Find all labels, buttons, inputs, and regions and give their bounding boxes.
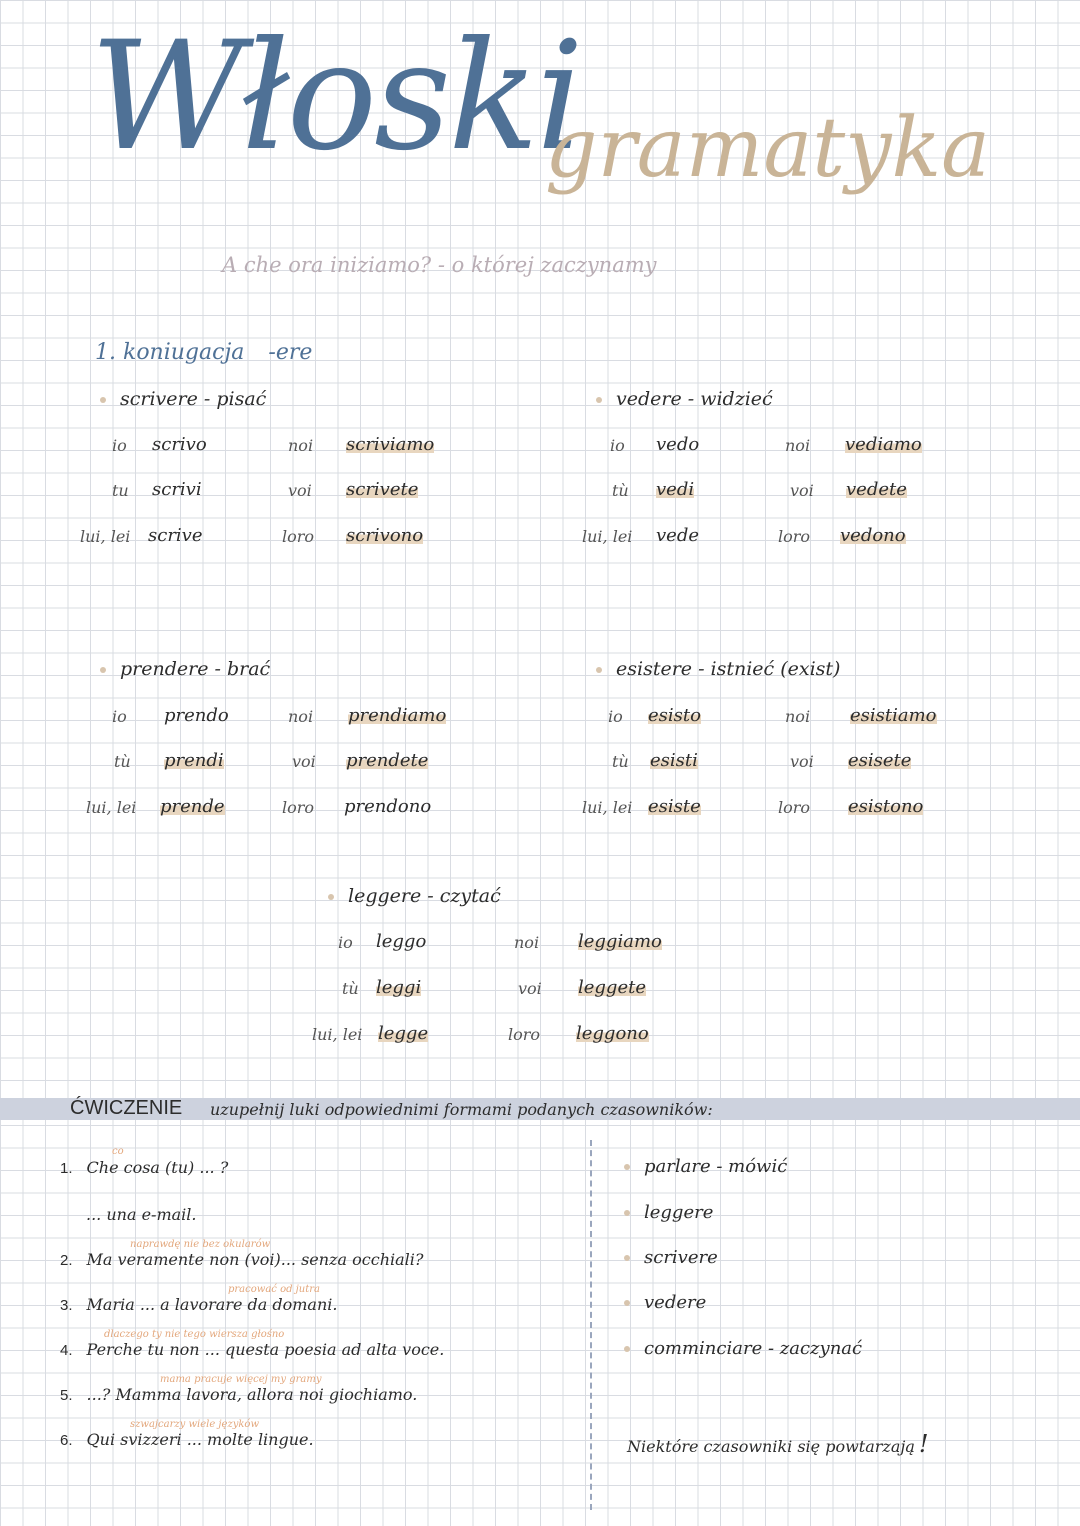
page-subtitle-heading: gramatyka [545, 101, 991, 196]
exercise-item: 4. Perche tu non ... questa poesia ad alta voce. [60, 1340, 445, 1359]
exercise-item: 3. Maria ... a lavorare da domani. [60, 1295, 338, 1314]
verb-form: esisete [848, 750, 912, 771]
pronoun: lui, lei [86, 798, 137, 817]
pronoun: io [338, 933, 353, 952]
bullet-icon [624, 1164, 630, 1170]
exercise-item: 1. Che cosa (tu) ... ? [60, 1158, 229, 1177]
verb-form: prendi [164, 750, 224, 771]
bullet-icon [624, 1346, 630, 1352]
verb-form: leggiamo [578, 931, 662, 952]
verb-form: scrivi [152, 479, 202, 500]
exercise-title: ĆWICZENIE [70, 1097, 183, 1119]
verb-form: esistono [848, 796, 924, 817]
pronoun: lui, lei [312, 1025, 363, 1044]
bullet-icon [624, 1255, 630, 1261]
pronoun: io [608, 707, 623, 726]
pronoun: tù [114, 752, 131, 771]
subtitle-phrase: A che ora iniziamo? - o której zaczynamy [222, 253, 657, 277]
verb-form: prendono [344, 796, 432, 817]
verb-form: prendiamo [348, 705, 447, 726]
verb-form: vedi [656, 479, 695, 500]
bullet-icon [100, 397, 106, 403]
translation-hint: mama pracuje więcej my gramy [160, 1374, 322, 1385]
verb-form: vede [656, 525, 699, 546]
section-title [95, 340, 312, 365]
pronoun: loro [778, 798, 811, 817]
verb-form: leggete [578, 977, 646, 998]
pronoun: loro [282, 798, 315, 817]
column-divider [590, 1140, 592, 1510]
verb-heading: prendere - brać [100, 658, 270, 680]
verb-form: prende [160, 796, 225, 817]
verb-form: leggo [376, 931, 427, 952]
bullet-icon [328, 894, 334, 900]
pronoun: voi [288, 481, 312, 500]
pronoun: voi [292, 752, 316, 771]
verb-heading: scrivere - pisać [100, 388, 266, 410]
verb-form: scrivo [152, 434, 207, 455]
pronoun: noi [514, 933, 540, 952]
pronoun: tù [612, 481, 629, 500]
pronoun: tù [612, 752, 629, 771]
exercise-item: ... una e-mail. [86, 1205, 197, 1224]
pronoun: voi [518, 979, 542, 998]
verb-form: leggi [376, 977, 422, 998]
verb-form: scriviamo [346, 434, 435, 455]
verb-list-item: leggere [624, 1202, 713, 1223]
verb-form: scrivono [346, 525, 424, 546]
verb-heading: leggere - czytać [328, 885, 501, 907]
pronoun: io [112, 436, 127, 455]
pronoun: voi [790, 481, 814, 500]
pronoun: lui, lei [582, 798, 633, 817]
page-title: Włoski [90, 10, 581, 184]
pronoun: loro [508, 1025, 541, 1044]
section-suffix: -ere [268, 340, 313, 365]
verb-list-item: parlare - mówić [624, 1156, 787, 1177]
translation-hint: naprawdę nie bez okularów [130, 1239, 271, 1250]
pronoun: lui, lei [80, 527, 131, 546]
exercise-item: 2. Ma veramente non (voi)... senza occhiali? [60, 1250, 424, 1269]
translation-hint: co [112, 1146, 124, 1157]
verb-form: esistiamo [850, 705, 937, 726]
verb-form: prendo [164, 705, 229, 726]
verb-form: vediamo [845, 434, 922, 455]
translation-hint: dlaczego ty nie tego wiersza głośno [104, 1329, 285, 1340]
verb-form: vedete [846, 479, 907, 500]
pronoun: tu [112, 481, 129, 500]
pronoun: loro [778, 527, 811, 546]
bullet-icon [596, 667, 602, 673]
verb-form: vedo [656, 434, 700, 455]
section-title-text: 1. koniugacja [95, 340, 245, 365]
translation-hint: szwajcarzy wiele języków [130, 1419, 260, 1430]
verb-form: esisto [648, 705, 701, 726]
pronoun: noi [288, 436, 314, 455]
verb-form: vedono [840, 525, 906, 546]
pronoun: loro [282, 527, 315, 546]
verb-form: scrivete [346, 479, 419, 500]
exclamation-mark: ! [918, 1430, 929, 1458]
verb-heading: vedere - widzieć [596, 388, 773, 410]
pronoun: lui, lei [582, 527, 633, 546]
translation-hint: pracować od jutra [228, 1284, 320, 1295]
pronoun: voi [790, 752, 814, 771]
bullet-icon [624, 1300, 630, 1306]
verb-form: esiste [648, 796, 701, 817]
verb-heading: esistere - istnieć (exist) [596, 658, 840, 680]
exercise-note: Niektóre czasowniki się powtarzają ! [627, 1430, 929, 1458]
pronoun: io [112, 707, 127, 726]
pronoun: noi [785, 436, 811, 455]
pronoun: tù [342, 979, 359, 998]
verb-form: prendete [346, 750, 429, 771]
verb-list-item: comminciare - zaczynać [624, 1338, 862, 1359]
verb-list-item: vedere [624, 1292, 706, 1313]
verb-form: esisti [650, 750, 698, 771]
bullet-icon [624, 1210, 630, 1216]
bullet-icon [100, 667, 106, 673]
exercise-item: 5. ...? Mamma lavora, allora noi giochiamo. [60, 1385, 418, 1404]
exercise-item: 6. Qui svizzeri ... molte lingue. [60, 1430, 314, 1449]
exercise-instruction: uzupełnij luki odpowiednimi formami podanych czasowników: [210, 1100, 713, 1119]
verb-form: leggono [576, 1023, 649, 1044]
verb-list-item: scrivere [624, 1247, 718, 1268]
verb-form: legge [378, 1023, 429, 1044]
bullet-icon [596, 397, 602, 403]
pronoun: io [610, 436, 625, 455]
verb-form: scrive [148, 525, 203, 546]
pronoun: noi [288, 707, 314, 726]
pronoun: noi [785, 707, 811, 726]
